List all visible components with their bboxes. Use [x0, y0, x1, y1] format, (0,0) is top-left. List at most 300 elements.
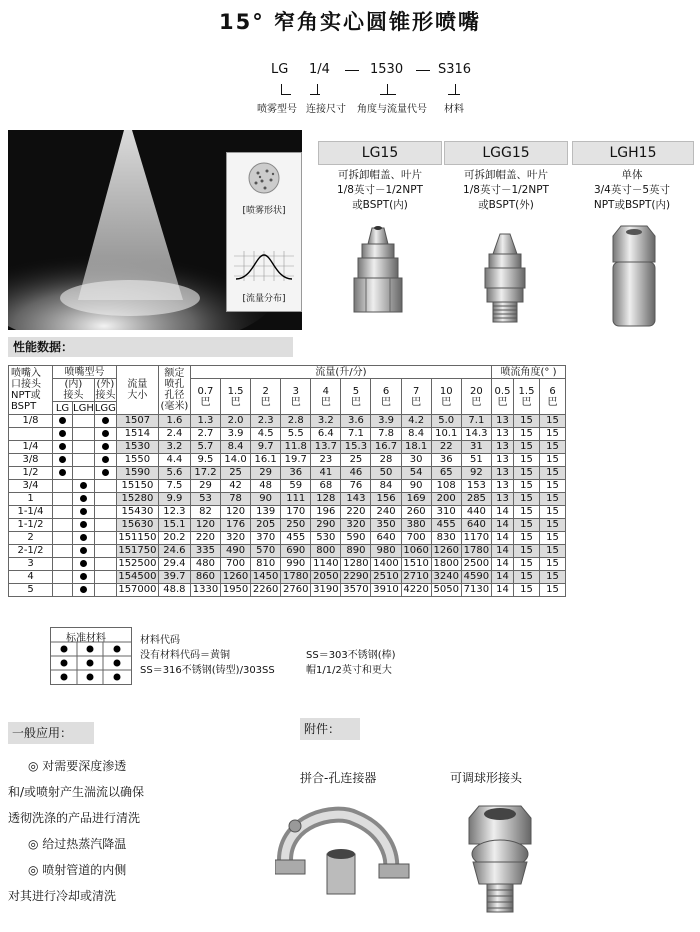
cell-angle: 15	[514, 558, 540, 571]
availability-dot-icon	[102, 417, 109, 424]
cell-lgh	[73, 428, 95, 441]
standard-material-grid	[50, 627, 132, 685]
cell-flow: 15.3	[341, 441, 371, 454]
cell-flow: 810	[251, 558, 281, 571]
cell-flow: 700	[401, 532, 431, 545]
cell-flow: 205	[251, 519, 281, 532]
cell-flow: 490	[221, 545, 251, 558]
cell-inlet	[9, 428, 53, 441]
availability-dot-icon	[102, 456, 109, 463]
cell-flow: 153	[461, 480, 491, 493]
cell-flow: 29	[251, 467, 281, 480]
header-pressure: 20 巴	[461, 379, 491, 415]
cell-inlet: 1-1/4	[9, 506, 53, 519]
cell-lgh	[73, 454, 95, 467]
code-label-size: 连接尺寸	[306, 104, 346, 115]
cell-lg	[53, 467, 73, 480]
cell-lgh	[73, 506, 95, 519]
header-lgg: LGG	[94, 402, 116, 414]
cell-flow: 156	[371, 493, 401, 506]
product-desc-lgg15: 可拆卸帽盖、叶片 1/8英寸－1/2NPT 或BSPT(外)	[463, 169, 549, 211]
cell-flow: 54	[401, 467, 431, 480]
table-row	[9, 519, 566, 532]
cell-flow: 455	[281, 532, 311, 545]
cell-flow: 700	[221, 558, 251, 571]
code-connection-size: 1/4	[309, 62, 330, 77]
cell-flow: 380	[401, 519, 431, 532]
availability-dot-icon	[80, 534, 87, 541]
cell-angle: 15	[540, 584, 566, 597]
cell-lgg	[94, 428, 116, 441]
perf-data-heading: 性能数据：	[8, 337, 293, 357]
code-bracket	[455, 84, 456, 94]
cell-inlet: 4	[9, 571, 53, 584]
code-label-material: 材料	[444, 104, 464, 115]
cell-angle: 15	[540, 519, 566, 532]
cell-flow: 3.2	[311, 415, 341, 428]
cell-flow: 51	[461, 454, 491, 467]
cell-flow: 4220	[401, 584, 431, 597]
cell-orifice: 12.3	[158, 506, 190, 519]
code-material: S316	[438, 62, 472, 77]
cell-flow: 1280	[341, 558, 371, 571]
cell-flow: 2290	[341, 571, 371, 584]
cell-inlet: 5	[9, 584, 53, 597]
cell-angle: 15	[514, 506, 540, 519]
spray-pattern-label: [喷雾形状]	[242, 206, 286, 216]
cell-angle: 13	[492, 467, 514, 480]
availability-dot-icon	[80, 573, 87, 580]
cell-flow: 82	[190, 506, 220, 519]
application-line: 和/或喷射产生湍流以确保	[8, 785, 145, 799]
cell-flow: 455	[431, 519, 461, 532]
availability-dot-icon	[80, 508, 87, 515]
cell-flow: 3.9	[371, 415, 401, 428]
cell-flow: 310	[431, 506, 461, 519]
product-desc-lgh15: 单体 3/4英寸－5英寸 NPT或BSPT(内)	[593, 169, 671, 211]
cell-flow: 1.3	[190, 415, 220, 428]
cell-flow-size: 151150	[118, 532, 157, 543]
cell-angle: 15	[540, 480, 566, 493]
cell-lgh	[73, 545, 95, 558]
code-label-type: 喷雾型号	[257, 104, 297, 115]
cell-angle: 15	[514, 480, 540, 493]
cell-flow: 1140	[311, 558, 341, 571]
application-line: ◎ 喷射管道的内侧	[28, 863, 127, 877]
availability-dot-icon	[80, 521, 87, 528]
cell-inlet: 1/4	[9, 441, 53, 454]
cell-flow: 48	[251, 480, 281, 493]
performance-table	[8, 365, 566, 597]
cell-flow: 370	[251, 532, 281, 545]
cell-angle: 14	[492, 571, 514, 584]
cell-angle: 14	[492, 532, 514, 545]
cell-lgh	[73, 480, 95, 493]
cell-flow: 250	[281, 519, 311, 532]
cell-flow: 36	[281, 467, 311, 480]
cell-angle: 15	[540, 545, 566, 558]
cell-angle: 15	[540, 532, 566, 545]
cell-flow: 42	[221, 480, 251, 493]
cell-flow: 2760	[281, 584, 311, 597]
header-inner: (内) 接头	[53, 379, 95, 402]
header-orifice: 额定 喷孔 孔径 (毫米)	[158, 366, 190, 415]
cell-flow: 10.1	[431, 428, 461, 441]
table-row	[9, 467, 566, 480]
nozzle-lgg15-image	[473, 228, 537, 326]
cell-lgh	[73, 532, 95, 545]
cell-flow: 14.0	[221, 454, 251, 467]
cell-flow: 5.5	[281, 428, 311, 441]
cell-flow: 120	[190, 519, 220, 532]
cell-orifice: 39.7	[158, 571, 190, 584]
cell-flow: 59	[281, 480, 311, 493]
availability-dot-icon	[102, 430, 109, 437]
cell-flow: 260	[401, 506, 431, 519]
cell-lgh	[73, 441, 95, 454]
accessory-split-eyelet-label: 拼合-孔连接器	[300, 771, 377, 785]
header-pressure: 7 巴	[401, 379, 431, 415]
cell-orifice: 48.8	[158, 584, 190, 597]
cell-angle: 15	[514, 493, 540, 506]
table-row	[9, 428, 566, 441]
header-model: 喷嘴型号	[53, 366, 117, 379]
cell-flow-size: 157000	[118, 584, 157, 595]
cell-flow: 2260	[251, 584, 281, 597]
availability-dot-icon	[102, 469, 109, 476]
availability-dot-icon	[59, 456, 66, 463]
cell-angle: 15	[514, 545, 540, 558]
cell-angle: 15	[540, 467, 566, 480]
cell-lgg	[94, 532, 116, 545]
cell-lg	[53, 558, 73, 571]
cell-flow: 3190	[311, 584, 341, 597]
cell-flow: 2050	[311, 571, 341, 584]
application-line: ◎ 给过热蒸汽降温	[28, 837, 127, 851]
cell-flow: 690	[281, 545, 311, 558]
cell-lgg	[94, 584, 116, 597]
material-no-code: 没有材料代码＝黄铜	[140, 650, 230, 661]
cell-flow: 320	[221, 532, 251, 545]
cell-flow: 1510	[401, 558, 431, 571]
cell-flow: 22	[431, 441, 461, 454]
cell-lgg	[94, 519, 116, 532]
code-bracket	[281, 84, 282, 94]
cell-flow: 2.7	[190, 428, 220, 441]
cell-flow-size: 152500	[118, 558, 157, 569]
cell-flow: 1260	[431, 545, 461, 558]
cell-angle: 14	[492, 558, 514, 571]
cell-flow: 440	[461, 506, 491, 519]
cell-flow: 76	[341, 480, 371, 493]
cell-flow: 31	[461, 441, 491, 454]
table-row	[9, 415, 566, 428]
cell-angle: 15	[540, 441, 566, 454]
cell-flow: 2.3	[251, 415, 281, 428]
flow-distribution-icon	[234, 251, 294, 281]
cell-orifice: 24.6	[158, 545, 190, 558]
cell-flow: 2710	[401, 571, 431, 584]
cell-angle: 15	[514, 428, 540, 441]
cell-flow: 240	[371, 506, 401, 519]
cell-flow: 29	[190, 480, 220, 493]
cell-lgh	[73, 571, 95, 584]
cell-inlet: 3	[9, 558, 53, 571]
cell-inlet: 2-1/2	[9, 545, 53, 558]
availability-dot-icon	[59, 430, 66, 437]
availability-dot-icon	[80, 482, 87, 489]
cell-flow: 980	[371, 545, 401, 558]
cell-flow-size: 15280	[116, 493, 158, 506]
header-pressure: 6 巴	[371, 379, 401, 415]
table-row	[9, 545, 566, 558]
cell-flow: 3.9	[221, 428, 251, 441]
standard-material-label: 标准材料	[66, 633, 106, 644]
cell-angle: 15	[540, 571, 566, 584]
cell-flow: 92	[461, 467, 491, 480]
cell-lgh	[73, 584, 95, 597]
material-ss316: SS＝316不锈钢(铸型)/303SS	[140, 665, 275, 676]
availability-dot-icon	[59, 469, 66, 476]
cell-lg	[53, 545, 73, 558]
cell-angle: 15	[540, 428, 566, 441]
table-row	[9, 480, 566, 493]
code-bracket	[317, 84, 318, 94]
cell-flow: 2.8	[281, 415, 311, 428]
cell-flow-size: 15150	[116, 480, 158, 493]
cell-flow: 111	[281, 493, 311, 506]
availability-dot-icon	[80, 547, 87, 554]
cell-lgg	[94, 480, 116, 493]
cell-flow: 1260	[221, 571, 251, 584]
product-name-lg15: LG15	[318, 141, 442, 165]
cell-flow: 8.4	[221, 441, 251, 454]
cell-flow: 570	[251, 545, 281, 558]
cell-lg	[53, 506, 73, 519]
header-pressure: 5 巴	[341, 379, 371, 415]
cell-flow: 335	[190, 545, 220, 558]
cell-flow: 4.5	[251, 428, 281, 441]
cell-flow: 1950	[221, 584, 251, 597]
cell-flow: 8.4	[401, 428, 431, 441]
header-angle-pressure: 6 巴	[540, 379, 566, 415]
table-row	[9, 493, 566, 506]
cell-lg	[53, 584, 73, 597]
cell-flow: 6.4	[311, 428, 341, 441]
cell-angle: 13	[492, 454, 514, 467]
header-angle-pressure: 0.5 巴	[492, 379, 514, 415]
cell-orifice: 9.9	[158, 493, 190, 506]
application-line: 透彻洗涤的产品进行清洗	[8, 811, 141, 825]
cell-lgg	[94, 415, 116, 428]
header-pressure: 10 巴	[431, 379, 461, 415]
cell-flow: 290	[311, 519, 341, 532]
code-angle-flow: 1530	[370, 62, 404, 77]
cell-angle: 13	[492, 415, 514, 428]
cell-flow: 5.0	[431, 415, 461, 428]
material-code-title: 材料代码	[140, 635, 180, 646]
cell-flow: 16.1	[251, 454, 281, 467]
cell-flow: 30	[401, 454, 431, 467]
header-angle-pressure: 1.5 巴	[514, 379, 540, 415]
cell-lgh	[73, 519, 95, 532]
split-eyelet-connector-image	[275, 800, 415, 920]
header-pressure: 4 巴	[311, 379, 341, 415]
cell-flow: 890	[341, 545, 371, 558]
table-row	[9, 571, 566, 584]
cell-flow: 5050	[431, 584, 461, 597]
cell-flow-size: 15630	[116, 519, 158, 532]
availability-dot-icon	[80, 560, 87, 567]
cell-flow: 11.8	[281, 441, 311, 454]
cell-flow: 17.2	[190, 467, 220, 480]
table-row	[9, 584, 566, 597]
cell-orifice: 15.1	[158, 519, 190, 532]
code-dash	[345, 70, 359, 71]
cell-flow-size: 151750	[118, 545, 157, 556]
material-ss303: SS＝303不锈钢(棒)	[306, 650, 396, 661]
cell-inlet: 1-1/2	[9, 519, 53, 532]
cell-flow: 9.5	[190, 454, 220, 467]
cell-angle: 14	[492, 519, 514, 532]
cell-flow: 530	[311, 532, 341, 545]
cell-flow: 28	[371, 454, 401, 467]
cell-flow-size: 1514	[116, 428, 158, 441]
header-pressure: 0.7 巴	[190, 379, 220, 415]
cell-flow: 1330	[190, 584, 220, 597]
code-bracket	[380, 94, 396, 95]
cell-lgh	[73, 493, 95, 506]
cell-flow: 1780	[461, 545, 491, 558]
cell-flow: 1170	[461, 532, 491, 545]
cell-angle: 15	[540, 506, 566, 519]
cell-flow: 18.1	[401, 441, 431, 454]
cell-lg	[53, 428, 73, 441]
table-row	[9, 532, 566, 545]
cell-flow: 196	[311, 506, 341, 519]
product-name-lgg15: LGG15	[444, 141, 568, 165]
cell-flow: 320	[341, 519, 371, 532]
cell-angle: 15	[514, 467, 540, 480]
cell-inlet: 1	[9, 493, 53, 506]
accessories-heading: 附件：	[300, 718, 360, 740]
cell-angle: 15	[514, 415, 540, 428]
cell-flow: 128	[311, 493, 341, 506]
cell-lg	[53, 441, 73, 454]
cell-lg	[53, 454, 73, 467]
applications-heading: 一般应用：	[8, 722, 94, 744]
cell-flow: 4.2	[401, 415, 431, 428]
cell-angle: 13	[492, 428, 514, 441]
cell-flow-size: 1530	[116, 441, 158, 454]
cell-flow: 640	[371, 532, 401, 545]
availability-dot-icon	[80, 586, 87, 593]
cell-flow: 7.8	[371, 428, 401, 441]
cell-lgg	[94, 467, 116, 480]
availability-dot-icon	[80, 495, 87, 502]
cell-flow: 41	[311, 467, 341, 480]
header-pressure: 3 巴	[281, 379, 311, 415]
header-pressure: 2 巴	[251, 379, 281, 415]
cell-flow: 640	[461, 519, 491, 532]
cell-angle: 13	[492, 441, 514, 454]
cell-angle: 15	[514, 532, 540, 545]
cell-angle: 15	[514, 454, 540, 467]
cell-flow: 90	[401, 480, 431, 493]
cell-angle: 15	[514, 571, 540, 584]
application-line: ◎ 对需要深度渗透	[28, 759, 127, 773]
code-bracket	[387, 84, 388, 94]
cell-lgg	[94, 506, 116, 519]
table-row	[9, 454, 566, 467]
cell-flow: 36	[431, 454, 461, 467]
cell-lgh	[73, 558, 95, 571]
cell-flow: 480	[190, 558, 220, 571]
cell-flow: 2.0	[221, 415, 251, 428]
cell-flow: 46	[341, 467, 371, 480]
code-bracket	[281, 94, 291, 95]
table-row	[9, 558, 566, 571]
table-row	[9, 441, 566, 454]
cell-lg	[53, 415, 73, 428]
cell-flow: 1060	[401, 545, 431, 558]
cell-flow: 25	[341, 454, 371, 467]
cell-angle: 13	[492, 480, 514, 493]
cell-flow: 65	[431, 467, 461, 480]
header-outer: (外) 接头	[95, 379, 116, 401]
application-line: 对其进行冷却或清洗	[8, 889, 117, 903]
cell-flow: 3570	[341, 584, 371, 597]
cell-lg	[53, 571, 73, 584]
material-cap: 帽1/1/2英寸和更大	[306, 665, 392, 676]
cell-flow: 13.7	[311, 441, 341, 454]
header-pressure: 1.5 巴	[221, 379, 251, 415]
cell-flow: 170	[281, 506, 311, 519]
product-name-lgh15: LGH15	[572, 141, 694, 165]
availability-dot-icon	[59, 417, 66, 424]
cell-angle: 14	[492, 506, 514, 519]
cell-inlet: 2	[9, 532, 53, 545]
cell-orifice: 4.4	[158, 454, 190, 467]
header-inlet: 喷嘴入 口接头 NPT或 BSPT	[9, 366, 53, 415]
cell-angle: 13	[492, 493, 514, 506]
cell-flow: 7.1	[341, 428, 371, 441]
cell-inlet: 1/8	[9, 415, 53, 428]
cell-angle: 15	[514, 584, 540, 597]
cell-angle: 15	[514, 441, 540, 454]
cell-flow: 5.7	[190, 441, 220, 454]
flow-distribution-label: [流量分布]	[242, 294, 286, 304]
cell-flow: 16.7	[371, 441, 401, 454]
cell-flow-size: 1550	[116, 454, 158, 467]
availability-dot-icon	[102, 443, 109, 450]
cell-flow: 139	[251, 506, 281, 519]
cell-lg	[53, 519, 73, 532]
code-spray-type: LG	[271, 62, 289, 77]
cell-flow: 860	[190, 571, 220, 584]
cell-lgg	[94, 441, 116, 454]
cell-flow: 68	[311, 480, 341, 493]
cell-flow: 830	[431, 532, 461, 545]
cell-orifice: 1.6	[158, 415, 190, 428]
cell-flow: 285	[461, 493, 491, 506]
header-flow-size: 流量 大小	[116, 366, 158, 415]
cell-flow: 2500	[461, 558, 491, 571]
cell-flow: 990	[281, 558, 311, 571]
cell-flow: 7.1	[461, 415, 491, 428]
cell-flow: 1800	[431, 558, 461, 571]
cell-flow: 350	[371, 519, 401, 532]
